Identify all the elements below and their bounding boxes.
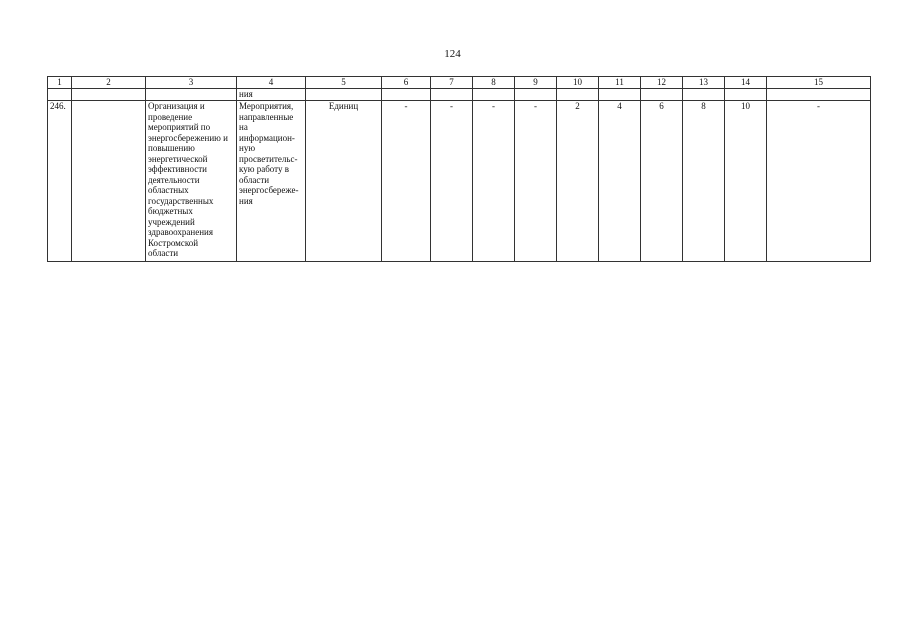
table-row (48, 101, 871, 262)
page-number: 124 (444, 48, 461, 60)
header-cell: 4 (237, 77, 306, 89)
header-cell: 2 (72, 77, 146, 89)
table-cell (382, 89, 431, 101)
table-cell (515, 89, 557, 101)
table-cell (72, 89, 146, 101)
header-cell: 14 (725, 77, 767, 89)
table-cell (146, 89, 237, 101)
header-cell: 1 (48, 77, 72, 89)
value-cell: - (382, 101, 431, 262)
row-number: 246. (48, 101, 72, 262)
header-cell: 11 (599, 77, 641, 89)
value-cell: - (515, 101, 557, 262)
header-row (48, 77, 871, 89)
header-cell: 7 (431, 77, 473, 89)
unit-cell: Единиц (306, 101, 382, 262)
header-cell: 6 (382, 77, 431, 89)
activity-name: Организация и проведение мероприятий по энергосбережению и повышению энергетической эффективности деятельности областных государственных бюджетных учреждений здравоохранения Костромской области (146, 101, 237, 262)
table-cell (599, 89, 641, 101)
value-cell: 6 (641, 101, 683, 262)
table-cell (473, 89, 515, 101)
value-cell: 4 (599, 101, 641, 262)
header-cell: 13 (683, 77, 725, 89)
table-cell (683, 89, 725, 101)
header-cell: 8 (473, 77, 515, 89)
header-cell: 15 (767, 77, 871, 89)
activity-description: Мероприятия, направленные на информацион- ную просветительс- кую работу в области энергосбереже- ния (237, 101, 306, 262)
table-cell (306, 89, 382, 101)
value-cell: 10 (725, 101, 767, 262)
table-cell: ния (237, 89, 306, 101)
value-cell: - (473, 101, 515, 262)
header-cell: 5 (306, 77, 382, 89)
table-cell (767, 89, 871, 101)
continuation-row (48, 89, 871, 101)
table-cell (48, 89, 72, 101)
table-cell (72, 101, 146, 262)
value-cell: 2 (557, 101, 599, 262)
value-cell: 8 (683, 101, 725, 262)
header-cell: 9 (515, 77, 557, 89)
value-cell: - (431, 101, 473, 262)
table-cell (557, 89, 599, 101)
table-cell (641, 89, 683, 101)
table-cell (725, 89, 767, 101)
header-cell: 10 (557, 77, 599, 89)
header-cell: 3 (146, 77, 237, 89)
data-table (47, 76, 871, 262)
header-cell: 12 (641, 77, 683, 89)
table-cell (431, 89, 473, 101)
value-cell: - (767, 101, 871, 262)
